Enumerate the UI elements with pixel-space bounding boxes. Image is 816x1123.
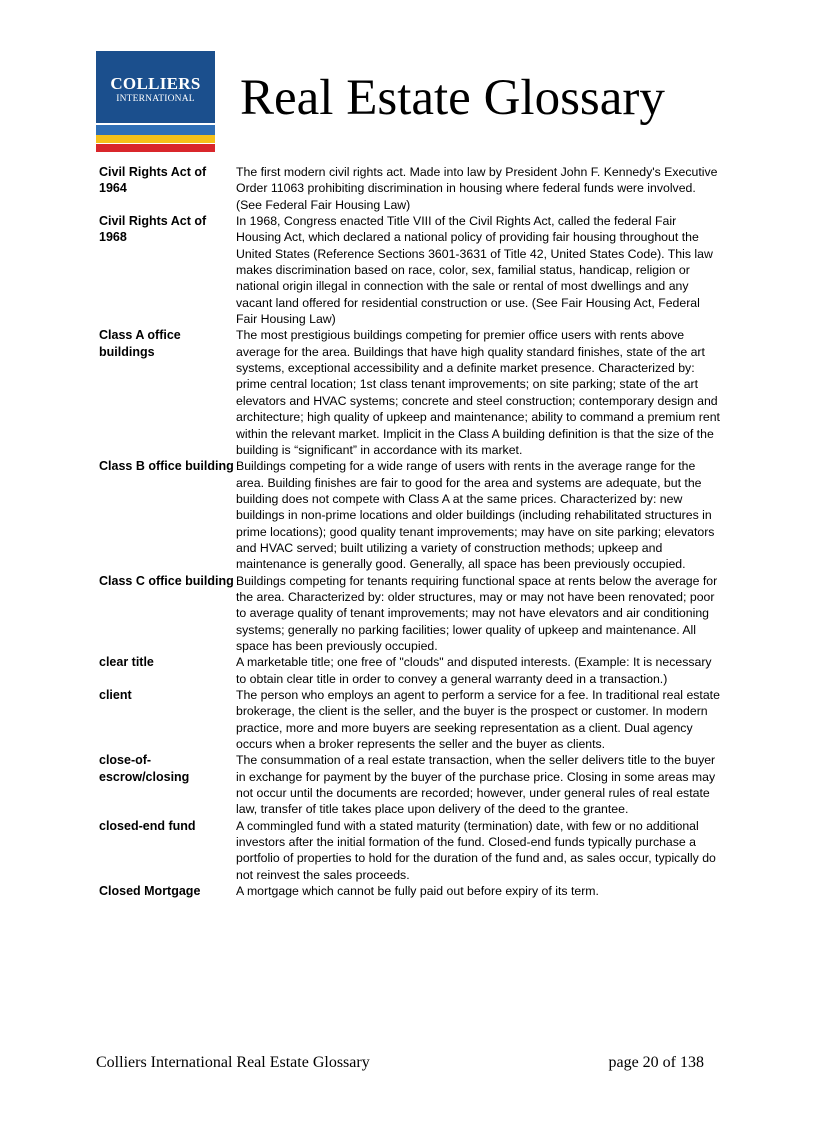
glossary-entry (99, 752, 721, 817)
glossary-entry (99, 458, 721, 572)
logo-stripe-blue (96, 125, 215, 135)
glossary-definition: The person who employs an agent to perform a service for a fee. In traditional real estate brokerage, the client is the seller, and the buyer is the prospect or customer. In modern practice, more and more buyers are seeking representation as a client. Dual agency occurs when a broker represents the seller and the buyer as clients. (236, 688, 720, 752)
glossary-term: Class C office building (99, 573, 234, 588)
glossary-entry (99, 164, 721, 213)
page-title: Real Estate Glossary (240, 70, 665, 126)
glossary-definition: The consummation of a real estate transaction, when the seller delivers title to the buyer in exchange for payment by the buyer of the purchase price. Closing in some areas may not occur until the documents are recorded; however, under general rules of real estate law, transfer of title takes place upon delivery of the deed to the grantee. (236, 753, 716, 817)
glossary-term: Civil Rights Act of 1964 (99, 165, 207, 196)
glossary-definition: A marketable title; one free of "clouds" and disputed interests. (Example: It is necessary to obtain clear title in order to convey a general warranty deed in a transaction.) (236, 655, 712, 686)
glossary-entry (99, 818, 721, 883)
glossary-definition: Buildings competing for a wide range of users with rents in the average range for the area. Building finishes are fair to good for the area and systems are adequate, but the building does not compete with Class A at the same prices. Characterized by: new buildings in non-prime locations and older buildings (including rehabilitated structures in prime locations); good quality tenant improvements; may have on site parking; elevators and HVAC served; built utilizing a variety of construction methods; upkeep and maintenance is generally good. Generally, all space has been previously occupied. (236, 459, 715, 572)
glossary-entry (99, 883, 721, 899)
glossary-term: clear title (99, 655, 154, 670)
glossary-term: Closed Mortgage (99, 884, 201, 899)
glossary-entry (99, 573, 721, 655)
glossary-entry (99, 687, 721, 752)
glossary-term: Civil Rights Act of 1968 (99, 214, 207, 245)
glossary-definition: A commingled fund with a stated maturity (termination) date, with few or no additional investors after the initial formation of the fund. Closed-end funds typically purchase a portfolio of properties to hold for the duration of the fund and, as sales occur, typically do not reinvest the sales proceeds. (236, 818, 716, 882)
glossary-definition: The most prestigious buildings competing for premier office users with rents above average for the area. Buildings that have high quality standard finishes, state of the art systems, exceptional accessibility and a definite market presence. Characterized by: prime central location; 1st class tenant improvements; on site parking; state of the art elevators and HVAC systems; concrete and steel construction; contemporary design and architecture; high quality of upkeep and maintenance; ability to command a premium rent within the relevant market. Implicit in the Class A building definition is that the size of the building is “significant” in accordance with its market. (236, 328, 720, 457)
glossary-term: client (99, 688, 132, 702)
glossary-term: closed-end fund (99, 818, 196, 833)
glossary-entry (99, 654, 721, 687)
glossary-entry (99, 213, 721, 327)
glossary-definition: Buildings competing for tenants requiring functional space at rents below the average for the area. Characterized by: older structures, may or may not have been renovated; poor to average quality of tenant improvements; may not have elevators and air conditioning systems; generally no parking facilities; lower quality of upkeep and maintenance. All space has been previously occupied. (236, 573, 718, 653)
colliers-logo (96, 51, 215, 152)
logo-stripe-red (96, 144, 215, 152)
glossary-definition: The first modern civil rights act. Made into law by President John F. Kennedy's Executive Order 11063 prohibiting discrimination in housing where federal funds were involved. (See Federal Fair Housing Law) (236, 165, 718, 212)
glossary-term: Class A office buildings (99, 328, 181, 359)
footer-page-number: page 20 of 138 (608, 1054, 704, 1071)
glossary-definition: A mortgage which cannot be fully paid out before expiry of its term. (236, 884, 599, 899)
logo-stripe-yellow (96, 135, 215, 143)
glossary-entries (99, 164, 721, 900)
logo-wordmark: COLLIERS (110, 74, 201, 93)
logo-subtitle: INTERNATIONAL (116, 94, 195, 104)
footer-document-title: Colliers International Real Estate Glossary (96, 1054, 370, 1071)
glossary-definition: In 1968, Congress enacted Title VIII of the Civil Rights Act, called the federal Fair Housing Act, which declared a national policy of providing fair housing throughout the United States (Reference Sections 3601-3631 of Title 42, United States Code). This law makes discrimination based on race, color, sex, familial status, handicap, religion or national origin illegal in connection with the sale or rental of most dwellings and any vacant land offered for residential construction or use. (See Fair Housing Act, Federal Fair Housing Law) (236, 214, 713, 327)
glossary-term: Class B office building (99, 459, 234, 474)
glossary-entry (99, 327, 721, 458)
glossary-term: close-of-escrow/closing (99, 753, 190, 784)
